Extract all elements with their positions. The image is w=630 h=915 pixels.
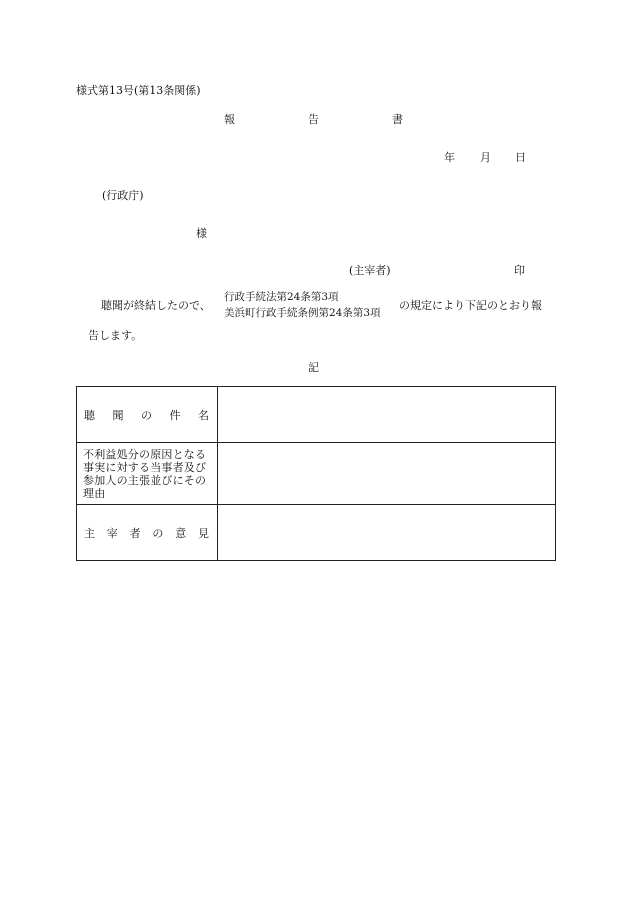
title-char-1: 報 bbox=[224, 113, 235, 126]
claims-label-line: 事実に対する当事者及び bbox=[83, 460, 207, 474]
claims-label-line: 不利益処分の原因となる bbox=[83, 447, 207, 461]
label-char: の bbox=[152, 526, 164, 540]
date-day-label: 日 bbox=[515, 151, 526, 164]
hearing-subject-field[interactable] bbox=[218, 387, 556, 443]
body-lead-text: 聴聞が終結したので、 bbox=[101, 299, 211, 312]
label-char: 件 bbox=[169, 408, 181, 422]
label-char: 聞 bbox=[112, 408, 124, 422]
label-char: 名 bbox=[198, 408, 209, 422]
date-year-label: 年 bbox=[444, 151, 455, 164]
recipient-agency: (行政庁) bbox=[102, 189, 144, 202]
date-month-label: 月 bbox=[480, 151, 491, 164]
presider-opinion-field[interactable] bbox=[218, 505, 556, 561]
law-reference-1: 行政手続法第24条第3項 bbox=[224, 291, 339, 303]
body-trail-text: の規定により下記のとおり報 bbox=[399, 299, 542, 312]
label-char: の bbox=[141, 408, 152, 422]
body-second-line: 告します。 bbox=[88, 329, 143, 342]
label-char: 聴 bbox=[84, 408, 95, 422]
claims-field[interactable] bbox=[218, 443, 556, 505]
document-title bbox=[224, 114, 404, 126]
label-char: 意 bbox=[175, 526, 187, 540]
table-row bbox=[77, 387, 556, 443]
table-row bbox=[77, 505, 556, 561]
hearing-subject-label bbox=[77, 387, 218, 443]
form-number: 様式第13号(第13条関係) bbox=[76, 84, 201, 97]
presider-label: (主宰者) bbox=[349, 264, 391, 277]
label-char: 者 bbox=[129, 526, 141, 540]
label-char: 見 bbox=[197, 526, 209, 540]
label-char: 主 bbox=[84, 526, 95, 540]
seal-mark: 印 bbox=[514, 264, 525, 277]
claims-label bbox=[77, 443, 218, 505]
title-char-3: 書 bbox=[392, 113, 403, 126]
claims-label-line: 理由 bbox=[83, 486, 106, 500]
report-table bbox=[76, 386, 556, 561]
recipient-honorific: 様 bbox=[196, 227, 207, 240]
title-char-2: 告 bbox=[308, 113, 319, 126]
label-char: 宰 bbox=[106, 526, 118, 540]
presider-opinion-label bbox=[77, 505, 218, 561]
table-row bbox=[77, 443, 556, 505]
claims-label-line: 参加人の主張並びにその bbox=[83, 473, 207, 487]
law-reference-2: 美浜町行政手続条例第24条第3項 bbox=[224, 307, 381, 319]
ki-heading: 記 bbox=[308, 361, 319, 374]
